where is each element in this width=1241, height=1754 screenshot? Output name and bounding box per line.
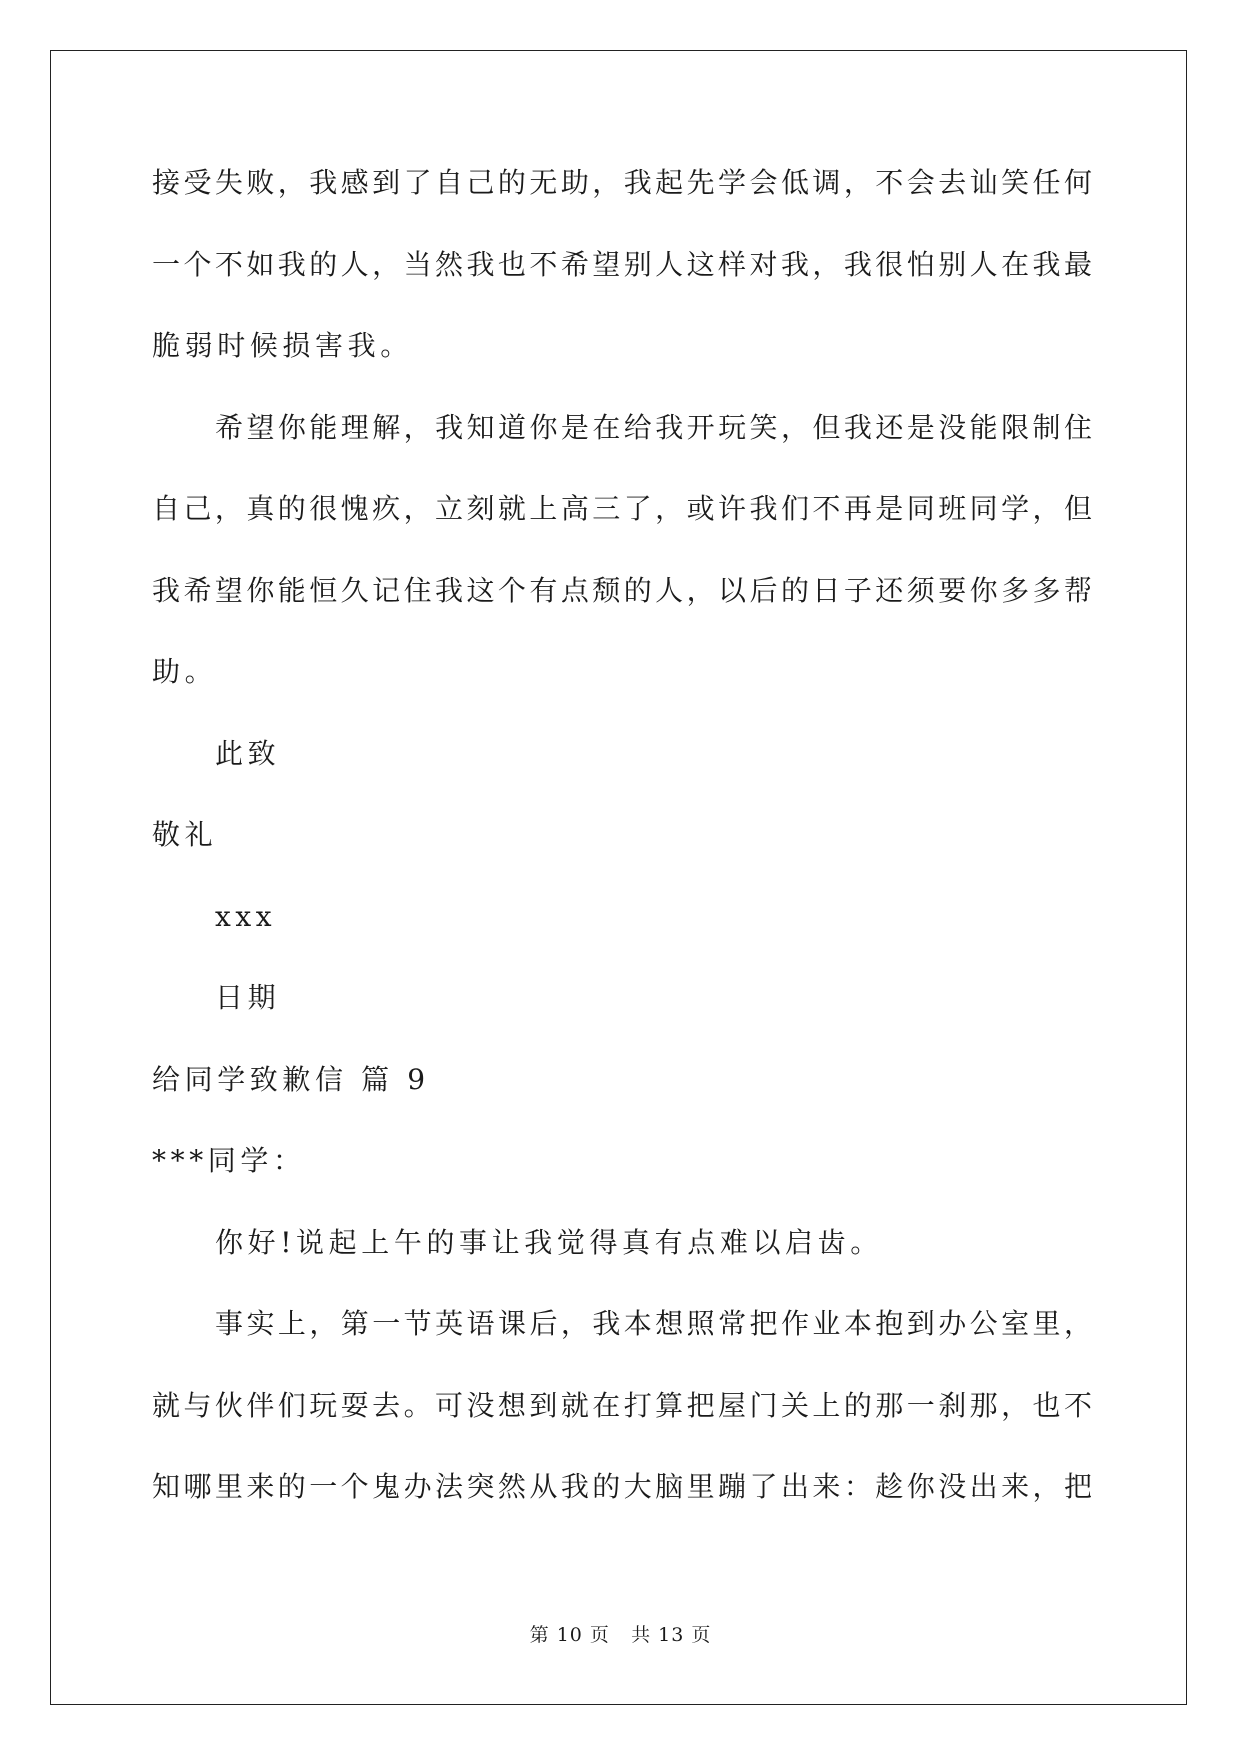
closing-phrase: 此致 [215,736,281,770]
text-line: 你好!说起上午的事让我觉得真有点难以启齿。 [215,1225,883,1259]
text-line: 一个不如我的人，当然我也不希望别人这样对我，我很怕别人在我最 [152,247,1092,281]
text-line: 希望你能理解，我知道你是在给我开玩笑，但我还是没能限制住 [215,410,1092,444]
page-footer [0,1620,1241,1647]
text-line: 我希望你能恒久记住我这个有点颓的人，以后的日子还须要你多多帮 [152,573,1092,607]
text-line: 知哪里来的一个鬼办法突然从我的大脑里蹦了出来：趁你没出来，把 [152,1470,1092,1503]
section-heading: 给同学致歉信 篇 9 [152,1062,430,1096]
text-line: 脆弱时候损害我。 [152,329,413,362]
signature: xxx [215,899,277,933]
text-line: 助。 [152,655,218,688]
date-line: 日期 [215,981,281,1014]
text-line: 事实上，第一节英语课后，我本想照常把作业本抱到办公室里， [215,1307,1092,1340]
salutation-closing: 敬礼 [152,818,218,851]
text-line: 自己，真的很愧疚，立刻就上高三了，或许我们不再是同班同学，但 [152,492,1092,525]
document-body [152,157,1092,1543]
page-number: 第 10 页 [529,1624,610,1646]
total-pages: 共 13 页 [631,1624,712,1646]
text-line: 接受失败，我感到了自己的无助，我起先学会低调，不会去讪笑任何 [152,166,1092,199]
greeting: ***同学： [152,1144,306,1177]
text-line: 就与伙伴们玩耍去。可没想到就在打算把屋门关上的那一刹那，也不 [152,1388,1092,1422]
